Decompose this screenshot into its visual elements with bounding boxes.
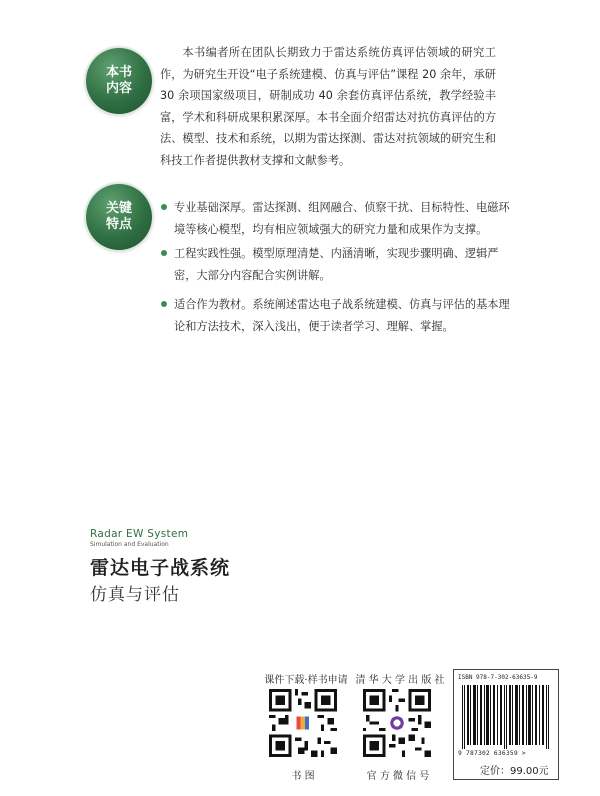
feature-item-1 xyxy=(174,197,510,240)
price-label: 定价：99.00元 xyxy=(480,766,549,777)
feature-item-3 xyxy=(174,294,510,337)
barcode-icon xyxy=(460,685,552,749)
features-badge-line-2: 特点 xyxy=(105,217,132,232)
intro-badge-line-2: 内容 xyxy=(105,81,132,96)
qr-right-label: 官 方 微 信 号 xyxy=(366,771,430,782)
isbn-barcode-box xyxy=(453,669,559,780)
intro-badge xyxy=(86,48,152,114)
title-english-subtitle: Simulation and Evaluation xyxy=(90,541,169,548)
feature-text-1: 专业基础深厚。雷达探测、组网融合、侦察干扰、目标特性、电磁环境等核心模型，均有相应领域强大的研究力量和成果作为支撑。 xyxy=(174,201,510,236)
bullet-dot xyxy=(161,204,167,210)
qr-left-label: 书 图 xyxy=(291,771,315,782)
bullet-dot xyxy=(161,250,167,256)
features-badge xyxy=(86,184,152,250)
title-english: Radar EW System xyxy=(90,528,189,540)
bullet-dot xyxy=(161,301,167,307)
intro-badge-line-1: 本书 xyxy=(105,65,132,80)
subtitle-chinese: 仿真与评估 xyxy=(90,585,180,605)
qr-right-caption: 清 华 大 学 出 版 社 xyxy=(355,675,445,686)
title-chinese: 雷达电子战系统 xyxy=(90,557,231,579)
feature-text-2: 工程实践性强。模型原理清楚、内涵清晰，实现步骤明确、逻辑严密，大部分内容配合实例讲解。 xyxy=(174,247,499,282)
qr-code-right[interactable] xyxy=(363,689,431,757)
qr-left-caption: 课件下载·样书申请 xyxy=(264,675,348,686)
qr-code-left[interactable] xyxy=(269,689,337,757)
feature-text-3: 适合作为教材。系统阐述雷达电子战系统建模、仿真与评估的基本理论和方法技术，深入浅出，便于读者学习、理解、掌握。 xyxy=(174,298,510,333)
intro-paragraph: 本书编者所在团队长期致力于雷达系统仿真评估领域的研究工作，为研究生开设“电子系统建模、仿真与评估”课程 20 余年，承研 30 余项国家级项目，研制成功 40 余套仿真评估系统，教学经验丰富，学术和科研成果积累深厚。本书全面介绍雷达对抗仿真评估的方法、模型、技术和系统，以期为雷达探测、雷达对抗领域的研究生和科技工作者提供教材支撑和文献参考。 xyxy=(160,46,496,167)
feature-item-2 xyxy=(174,243,510,286)
barcode-digits: 9 787302 636359 > xyxy=(458,750,526,757)
isbn-number: ISBN 978-7-302-63635-9 xyxy=(458,674,538,681)
features-badge-line-1: 关键 xyxy=(105,201,132,216)
